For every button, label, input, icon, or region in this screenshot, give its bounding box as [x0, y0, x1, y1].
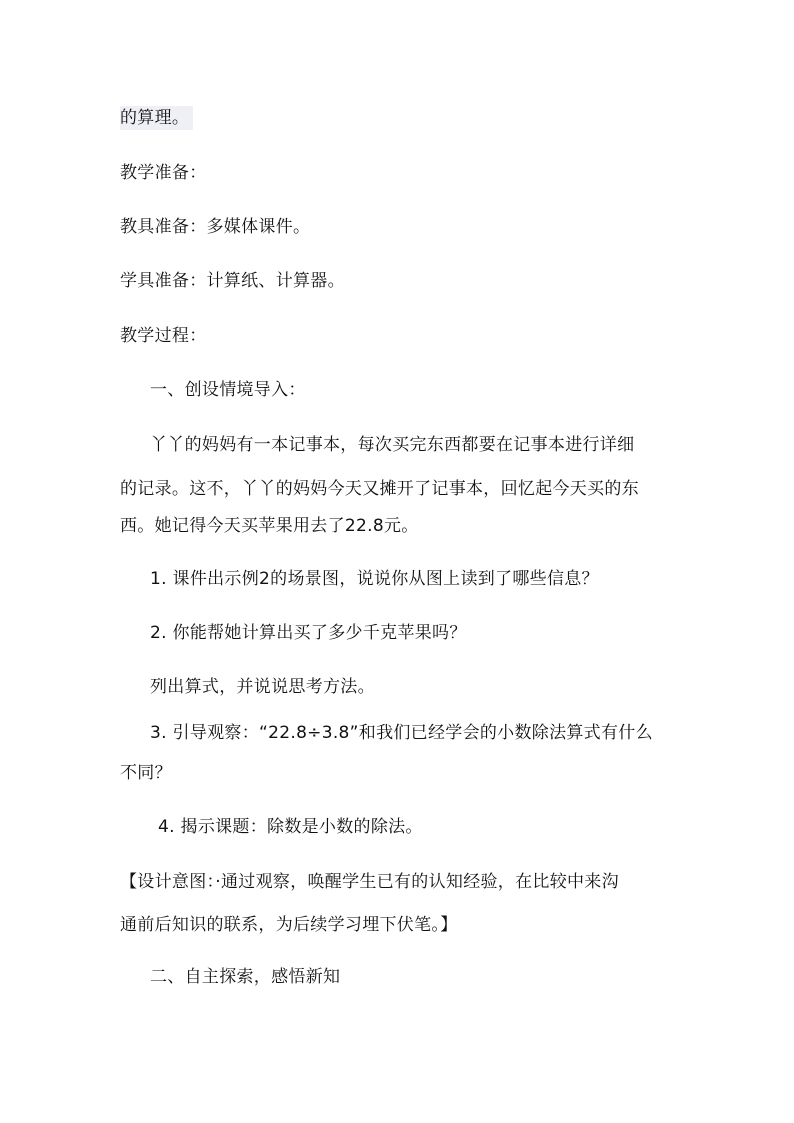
text-line-1 [120, 107, 193, 129]
paragraph-line: 的记录。这不，丫丫的妈妈今天又摊开了记事本，回忆起今天买的东 [120, 479, 639, 499]
paragraph-line: 丫丫的妈妈有一本记事本，每次买完东西都要在记事本进行详细 [150, 435, 635, 455]
list-item-1: 1. 课件出示例2的场景图，说说你从图上读到了哪些信息？ [150, 569, 599, 589]
text-line-student-aids: 学具准备：计算纸、计算器。 [120, 271, 345, 291]
list-item-4: 4. 揭示课题：除数是小数的除法。 [158, 817, 423, 837]
list-item-3-continuation: 不同？ [120, 763, 172, 783]
subheading-part-one: 一、创设情境导入： [150, 380, 306, 400]
list-item-3: 3. 引导观察：“22.8÷3.8”和我们已经学会的小数除法算式有什么 [150, 723, 653, 743]
paragraph-line: 列出算式，并说说思考方法。 [150, 677, 375, 697]
paragraph-line: 西。她记得今天买苹果用去了22.8元。 [120, 516, 419, 536]
design-intent-line: 【设计意图：·通过观察，唤醒学生已有的认知经验，在比较中来沟 [120, 872, 619, 892]
design-intent-line: 通前后知识的联系，为后续学习埋下伏笔。】 [120, 915, 458, 935]
subheading-part-two: 二、自主探索，感悟新知 [150, 967, 341, 987]
section-heading-teaching-process: 教学过程： [120, 326, 207, 346]
list-item-2: 2. 你能帮她计算出买了多少千克苹果吗？ [150, 623, 467, 643]
section-heading-teaching-prep: 教学准备： [120, 163, 207, 183]
highlighted-text: 的算理。 [120, 106, 193, 130]
text-line-teaching-aids: 教具准备：多媒体课件。 [120, 217, 311, 237]
